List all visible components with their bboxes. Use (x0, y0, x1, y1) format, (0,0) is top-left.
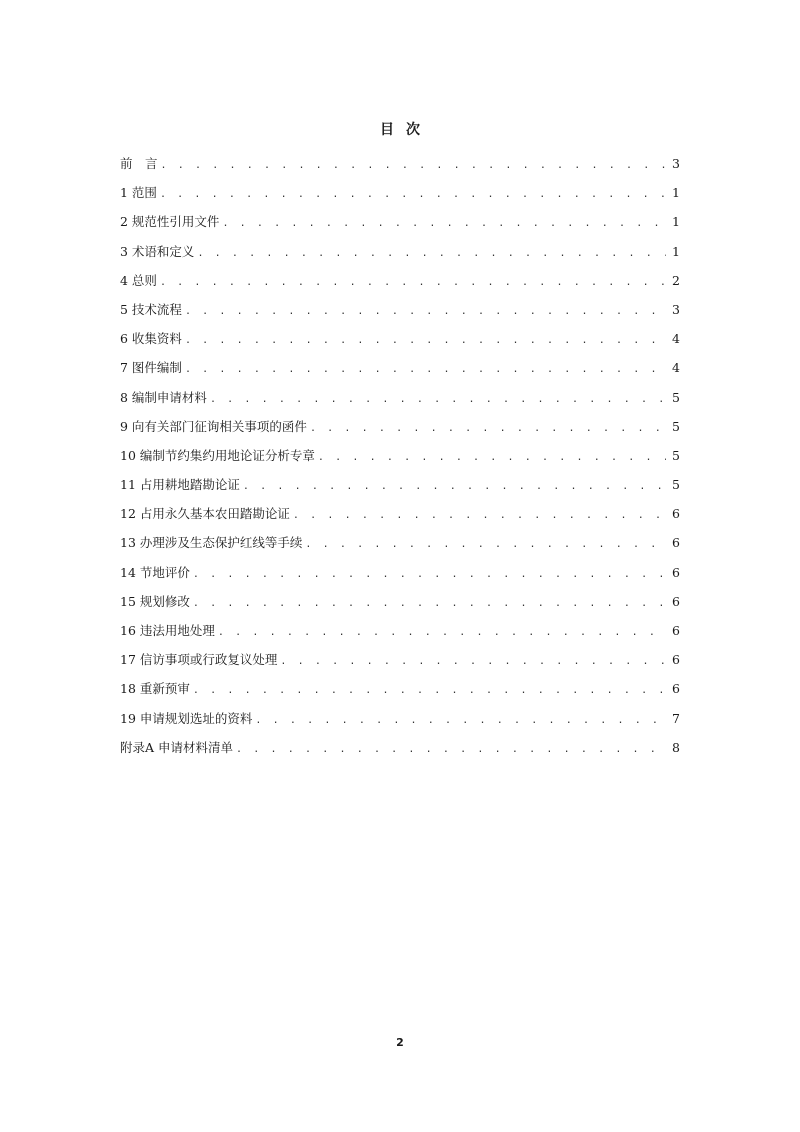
toc-entry-label: 11 占用耕地踏勘论证 (120, 477, 240, 493)
toc-leader-dots (193, 564, 666, 586)
toc-leader-dots (185, 330, 666, 352)
toc-entry-label: 前 言 (120, 156, 158, 171)
toc-entry-label: 18 重新预审 (120, 681, 190, 697)
toc-entry-page: 1 (672, 185, 680, 201)
toc-entry-page: 7 (672, 710, 680, 726)
toc-entry[interactable] (120, 591, 680, 620)
toc-leader-dots (185, 301, 666, 323)
toc-entry[interactable] (120, 678, 680, 707)
toc-entry[interactable] (120, 737, 680, 766)
toc-entry-label: 10 编制节约集约用地论证分析专章 (120, 447, 315, 463)
toc-entry[interactable] (120, 182, 680, 211)
toc-entry-page: 6 (672, 623, 680, 638)
toc-entry[interactable] (120, 708, 680, 737)
toc-entry-page: 6 (672, 593, 680, 609)
toc-leader-dots (160, 272, 666, 294)
toc-leader-dots (293, 505, 666, 527)
toc-entry[interactable] (120, 532, 680, 561)
toc-entry-label: 13 办理涉及生态保护红线等手续 (120, 535, 303, 551)
toc-entry[interactable] (120, 562, 680, 591)
toc-leader-dots (243, 476, 666, 498)
toc-entry-label: 15 规划修改 (120, 593, 190, 609)
toc-entry-page: 6 (672, 681, 680, 697)
toc-leader-dots (185, 359, 666, 381)
toc-entry-page: 6 (672, 535, 680, 551)
toc-entry-page: 4 (672, 331, 680, 347)
toc-leader-dots (222, 213, 666, 235)
toc-entry-page: 5 (672, 389, 680, 405)
toc-entry-page: 5 (672, 447, 680, 463)
toc-entry-label: 2 规范性引用文件 (120, 214, 220, 230)
toc-entry-page: 2 (672, 272, 680, 288)
toc-leader-dots (210, 389, 666, 411)
toc-entry-page: 5 (672, 418, 680, 434)
toc-entry[interactable] (120, 416, 680, 445)
toc-entry-label: 9 向有关部门征询相关事项的函件 (120, 418, 307, 434)
toc-entry-label: 1 范围 (120, 185, 157, 201)
toc-entry-label: 14 节地评价 (120, 564, 190, 580)
toc-entry[interactable] (120, 503, 680, 532)
table-of-contents (120, 153, 680, 766)
toc-entry-label: 3 术语和定义 (120, 243, 195, 259)
toc-leader-dots (310, 418, 666, 440)
toc-title: 目次 (380, 122, 432, 138)
toc-leader-dots (236, 739, 666, 761)
toc-entry-label: 12 占用永久基本农田踏勘论证 (120, 506, 290, 522)
toc-entry[interactable] (120, 649, 680, 678)
toc-leader-dots (305, 534, 666, 556)
toc-entry[interactable] (120, 299, 680, 328)
toc-entry-page: 5 (672, 477, 680, 493)
toc-entry[interactable] (120, 241, 680, 270)
toc-entry-label: 8 编制申请材料 (120, 389, 207, 405)
toc-leader-dots (280, 651, 666, 673)
toc-entry[interactable] (120, 153, 680, 182)
toc-entry-label: 7 图件编制 (120, 360, 182, 376)
toc-leader-dots (218, 622, 666, 644)
toc-entry-label: 16 违法用地处理 (120, 623, 215, 638)
toc-entry[interactable] (120, 357, 680, 386)
toc-entry-label: 6 收集资料 (120, 331, 182, 347)
toc-leader-dots (193, 593, 666, 615)
toc-entry[interactable] (120, 328, 680, 357)
toc-entry-label: 17 信访事项或行政复议处理 (120, 652, 278, 668)
toc-entry-label: 19 申请规划选址的资料 (120, 710, 253, 726)
toc-entry-page: 3 (672, 301, 680, 317)
toc-entry-page: 6 (672, 506, 680, 522)
toc-entry-page: 3 (672, 156, 680, 171)
toc-leader-dots (255, 710, 666, 732)
toc-leader-dots (318, 447, 666, 469)
toc-entry-page: 6 (672, 564, 680, 580)
toc-entry-page: 8 (672, 739, 680, 755)
toc-leader-dots (197, 243, 666, 265)
toc-leader-dots (161, 155, 666, 177)
toc-entry-page: 6 (672, 652, 680, 668)
toc-entry-label: 5 技术流程 (120, 301, 182, 317)
toc-entry-label: 4 总则 (120, 272, 157, 288)
page-number: 2 (396, 1036, 404, 1049)
toc-entry[interactable] (120, 474, 680, 503)
toc-entry[interactable] (120, 211, 680, 240)
toc-leader-dots (160, 184, 666, 206)
toc-entry-page: 1 (672, 214, 680, 230)
toc-leader-dots (193, 680, 666, 702)
toc-entry-label: 附录A 申请材料清单 (120, 739, 234, 755)
toc-entry[interactable] (120, 445, 680, 474)
toc-entry-page: 4 (672, 360, 680, 376)
toc-entry[interactable] (120, 270, 680, 299)
toc-entry[interactable] (120, 620, 680, 649)
toc-entry-page: 1 (672, 243, 680, 259)
toc-entry[interactable] (120, 387, 680, 416)
